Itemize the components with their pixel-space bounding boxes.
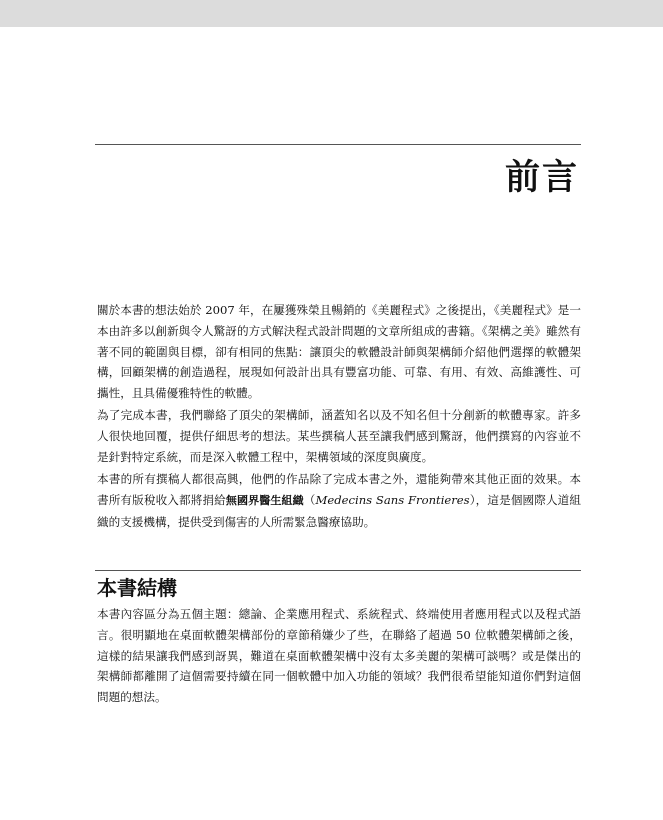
- intro-paragraph-3: [97, 469, 581, 532]
- paren-open: （: [303, 492, 316, 507]
- organization-name: 無國界醫生組織: [225, 493, 304, 507]
- chapter-title: 前言: [504, 158, 579, 198]
- page-top-band: [0, 0, 663, 27]
- organization-latin-name: Medecins Sans Frontieres: [315, 492, 470, 507]
- intro-paragraph-3-tail: ），這是個國際人道組織的支援機構，提供受到傷害的人所需緊急醫療協助。: [97, 492, 581, 529]
- intro-paragraph-3-text: 本書的所有撰稿人都很高興，他們的作品除了完成本書之外，還能夠帶來其他正面的效果。本書所有版稅收入都將捐給: [97, 472, 581, 507]
- section-rule: [95, 570, 581, 571]
- chapter-rule: [95, 144, 581, 145]
- section-paragraph-1: 本書內容區分為五個主題：總論、企業應用程式、系統程式、終端使用者應用程式以及程式語言。很明顯地在桌面軟體架構部份的章節稍嫌少了些，在聯絡了超過 50 位軟體架構師之後，這樣的結果讓我們感到訝異，難道在桌面軟體架構中沒有太多美麗的架構可談嗎？或是傑出的架構師都離開了這個需要持續在同一個軟體中加入功能的領域？我們很希望能知道你們對這個問題的想法。: [97, 607, 581, 705]
- section-heading: 本書結構: [97, 576, 177, 600]
- intro-paragraph-1: 關於本書的想法始於 2007 年，在屢獲殊榮且暢銷的《美麗程式》之後提出，《美麗程式》是一本由許多以創新與令人驚訝的方式解決程式設計問題的文章所組成的書籍。《架構之美》雖然有著不同的範圍與目標，卻有相同的焦點：讓頂尖的軟體設計師與架構師介紹他們選擇的軟體架構，回顧架構的創造過程，展現如何設計出具有豐富功能、可靠、有用、有效、高維護性、可攜性，且具備優雅特性的軟體。: [97, 303, 581, 401]
- intro-paragraph-2: 為了完成本書，我們聯絡了頂尖的架構師，涵蓋知名以及不知名但十分創新的軟體專家。許多人很快地回覆，提供仔細思考的想法。某些撰稿人甚至讓我們感到驚訝，他們撰寫的內容並不是針對特定系統，而是深入軟體工程中，架構領域的深度與廣度。: [97, 408, 581, 464]
